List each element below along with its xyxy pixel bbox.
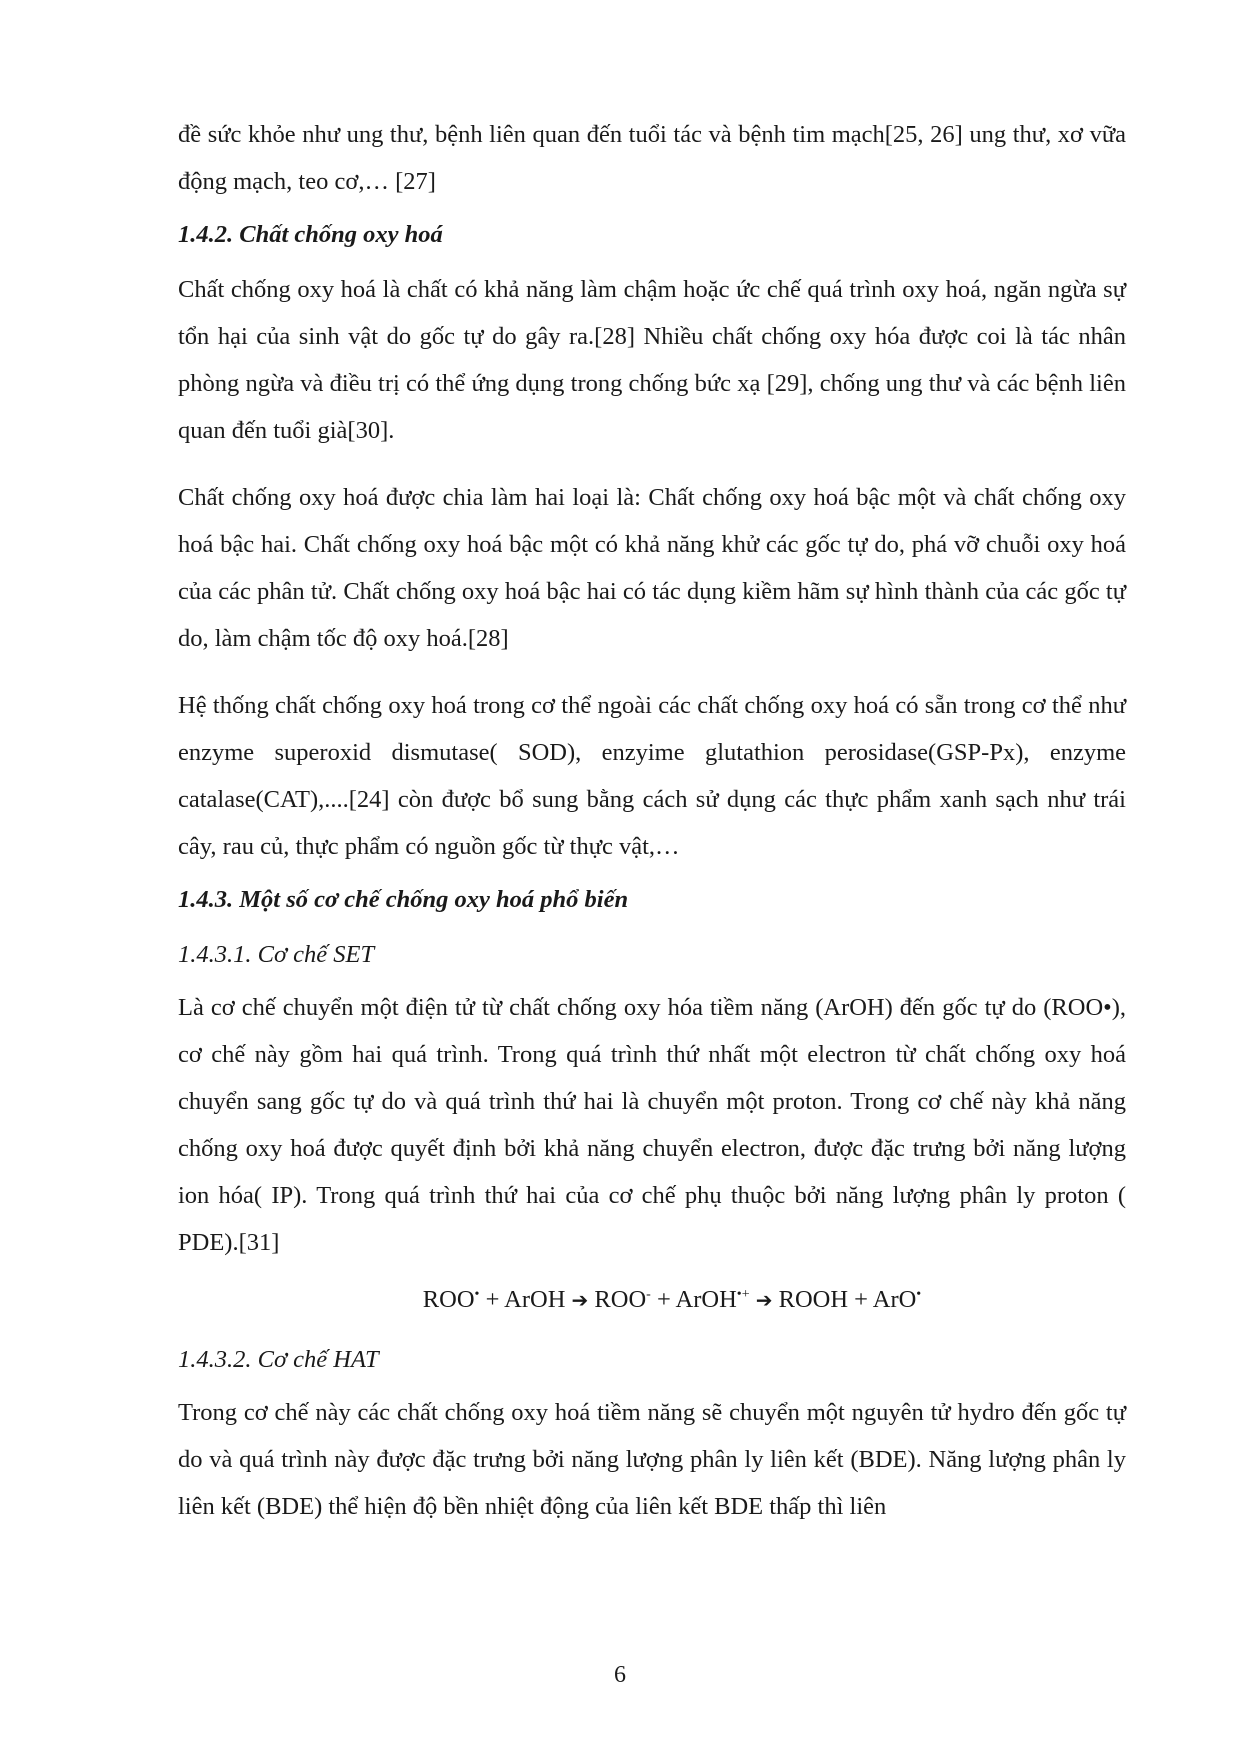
set-reaction-equation	[178, 1276, 1126, 1324]
intro-paragraph: đề sức khỏe như ung thư, bệnh liên quan đến tuổi tác và bệnh tim mạch[25, 26] ung thư, xơ vữa động mạch, teo cơ,… [27]	[178, 121, 1126, 195]
eq-radical-superscript: •	[916, 1287, 922, 1302]
page-content	[178, 111, 1126, 1550]
eq-term-products: ROOH + ArO	[772, 1286, 917, 1313]
antioxidant-system-paragraph: Hệ thống chất chống oxy hoá trong cơ thể ngoài các chất chống oxy hoá có sẵn trong cơ thể như enzyme superoxid dismutase( SOD), enzyime glutathion perosidase(GSP-Px), enzyme catalase(CAT),....[24] còn được bổ sung bằng cách sử dụng các thực phẩm xanh sạch như trái cây, rau củ, thực phẩm có nguồn gốc từ thực vật,…	[178, 692, 1126, 860]
section-heading-1-4-3: 1.4.3. Một số cơ chế chống oxy hoá phổ biến	[178, 886, 629, 913]
hat-mechanism-paragraph: Trong cơ chế này các chất chống oxy hoá tiềm năng sẽ chuyển một nguyên tử hydro đến gốc tự do và quá trình này được đặc trưng bởi năng lượng phân ly liên kết (BDE). Năng lượng phân ly liên kết (BDE) thể hiện độ bền nhiệt động của liên kết BDE thấp thì liên	[178, 1399, 1126, 1520]
subsection-heading-set: 1.4.3.1. Cơ chế SET	[178, 941, 375, 968]
section-heading-1-4-2: 1.4.2. Chất chống oxy hoá	[178, 221, 443, 248]
eq-radical-superscript: •	[474, 1287, 480, 1302]
subsection-heading-hat: 1.4.3.2. Cơ chế HAT	[178, 1346, 379, 1373]
set-mechanism-paragraph: Là cơ chế chuyển một điện tử từ chất chống oxy hóa tiềm năng (ArOH) đến gốc tự do (ROO•), cơ chế này gồm hai quá trình. Trong quá trình thứ nhất một electron từ chất chống oxy hoá chuyển sang gốc tự do và quá trình thứ hai là chuyển một proton. Trong cơ chế này khả năng chống oxy hoá được quyết định bởi khả năng chuyển electron, được đặc trưng bởi năng lượng ion hóa( IP). Trong quá trình thứ hai của cơ chế phụ thuộc bởi năng lượng phân ly proton ( PDE).[31]	[178, 994, 1126, 1256]
page-number: 6	[614, 1662, 626, 1688]
eq-cation-radical-superscript: •+	[736, 1287, 750, 1302]
eq-term-roo-anion: ROO	[588, 1286, 647, 1313]
eq-term-aroh: + ArOH	[479, 1286, 572, 1313]
antioxidant-types-paragraph: Chất chống oxy hoá được chia làm hai loại là: Chất chống oxy hoá bậc một và chất chống oxy hoá bậc hai. Chất chống oxy hoá bậc một có khả năng khử các gốc tự do, phá vỡ chuỗi oxy hoá của các phân tử. Chất chống oxy hoá bậc hai có tác dụng kiềm hãm sự hình thành của các gốc tự do, làm chậm tốc độ oxy hoá.[28]	[178, 484, 1126, 652]
antioxidant-definition-paragraph: Chất chống oxy hoá là chất có khả năng làm chậm hoặc ức chế quá trình oxy hoá, ngăn ngừa sự tổn hại của sinh vật do gốc tự do gây ra.[28] Nhiều chất chống oxy hóa được coi là tác nhân phòng ngừa và điều trị có thể ứng dụng trong chống bức xạ [29], chống ung thư và các bệnh liên quan đến tuổi già[30].	[178, 276, 1126, 444]
eq-term-aroh-cation: + ArOH	[650, 1286, 737, 1313]
reaction-arrow-icon: ➔	[571, 1288, 589, 1312]
reaction-arrow-icon: ➔	[755, 1288, 773, 1312]
eq-anion-superscript: -	[646, 1287, 651, 1302]
eq-term-roo-radical: ROO	[422, 1286, 475, 1313]
